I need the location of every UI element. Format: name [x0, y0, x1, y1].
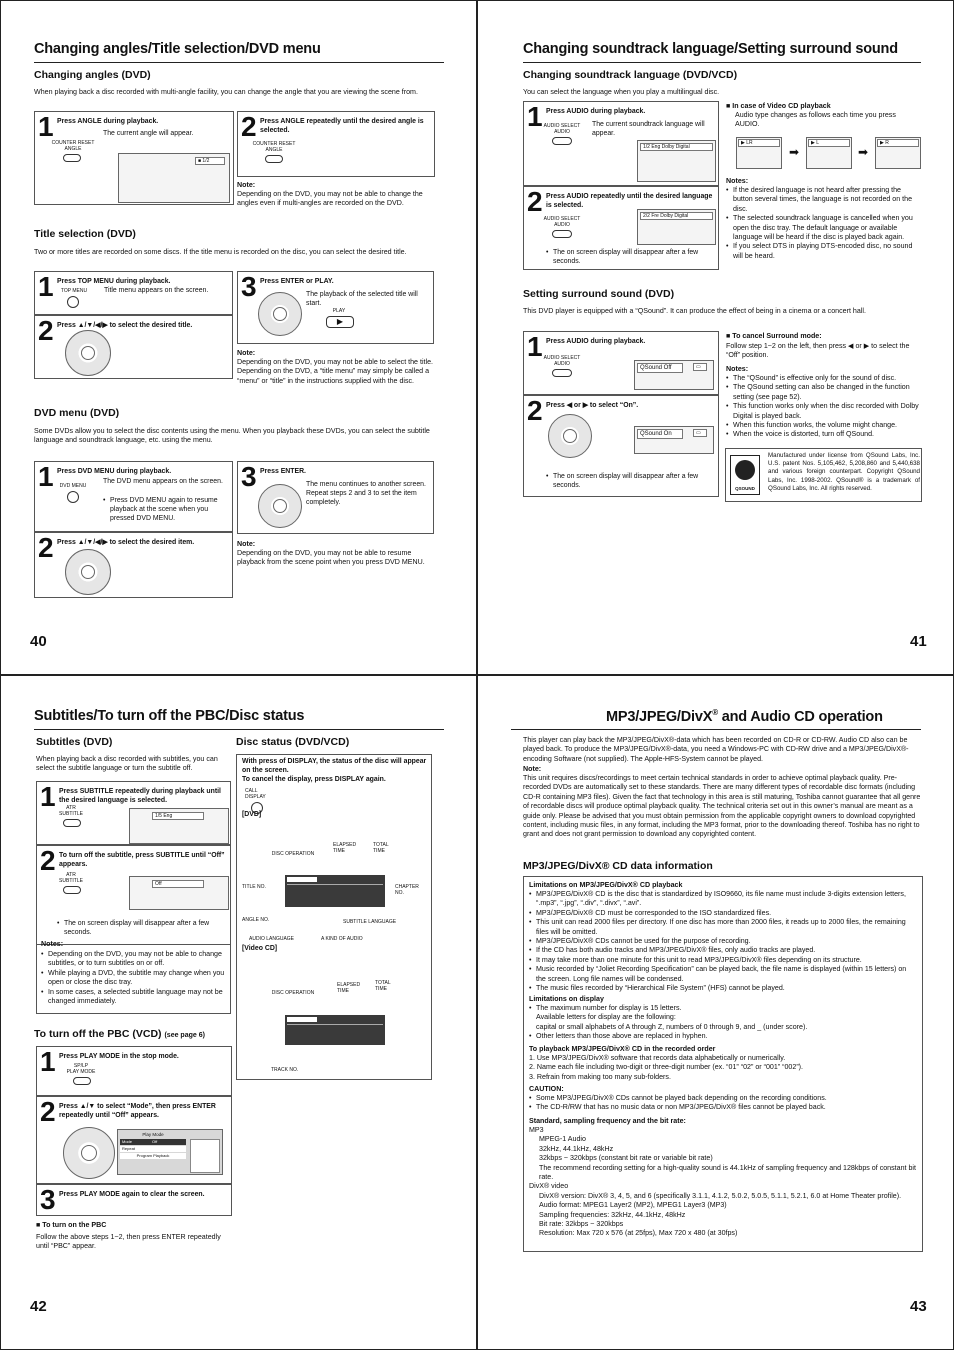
angle-osd: ■ 1/2 — [195, 157, 225, 165]
lim-item: • If the CD has both audio tracks and MP3/JPEG/DivX® files, only audio tracks are played. — [529, 946, 917, 955]
counter-reset-label: COUNTER RESET — [51, 140, 95, 146]
caution-item: • The CD-R/RW that has no music data or non MP3/JPEG/DivX® files cannot be played back. — [529, 1103, 917, 1112]
callout-track-no: TRACK NO. — [271, 1067, 299, 1073]
top-menu-button[interactable] — [67, 296, 79, 308]
step-1-menu — [34, 461, 233, 532]
step-number: 2 — [40, 1096, 56, 1127]
data-info-box — [523, 876, 923, 1252]
enter-button[interactable] — [81, 346, 95, 360]
dvd-tag: [DVD] — [242, 811, 262, 818]
step-1-title — [34, 271, 233, 315]
vcd-osd: ▶ L — [808, 139, 850, 147]
vcd-screen-lr — [736, 137, 782, 169]
section-heading: Title selection (DVD) — [34, 228, 136, 240]
step-number: 2 — [38, 532, 54, 563]
step-instruction: Press ENTER or PLAY. — [260, 278, 334, 285]
audio-label: AUDIO — [554, 129, 570, 135]
section-heading: Changing soundtrack language (DVD/VCD) — [523, 69, 738, 81]
subtitle-osd: Off — [152, 880, 204, 888]
audio-select-label: AUDIO SELECT — [543, 355, 581, 361]
callout-elapsed-time: ELAPSED TIME — [333, 842, 357, 854]
notes-list — [726, 374, 922, 440]
audio-label: AUDIO — [554, 222, 570, 228]
vcd-screen-r — [875, 137, 921, 169]
title-rule — [523, 62, 921, 63]
menu-row-repeat[interactable]: Repeat — [120, 1146, 186, 1152]
enter-button[interactable] — [563, 429, 577, 443]
page-number: 41 — [910, 633, 927, 650]
note-text: Depending on the DVD, you may not be able to change the angles even if multi-angles are recorded on the DVD. — [237, 190, 423, 208]
menu-row-label: Mode — [122, 1139, 133, 1144]
page-title: Changing soundtrack language/Setting surround sound — [523, 41, 898, 57]
step-instruction: Press AUDIO repeatedly until the desired language is selected. — [546, 193, 713, 209]
vcd-mode: LR — [746, 140, 753, 146]
notes-list — [726, 186, 922, 261]
vcd-heading-text: In case of Video CD playback — [732, 102, 831, 110]
audio-button[interactable] — [552, 230, 572, 238]
order-item: 3. Refrain from making too many sub-folders. — [529, 1072, 671, 1081]
step-number: 3 — [241, 271, 257, 302]
std-line: DivX® video — [529, 1182, 569, 1191]
page-title — [606, 708, 883, 725]
subtitle-label: SUBTITLE — [59, 878, 83, 884]
section-heading: Subtitles (DVD) — [36, 736, 113, 748]
angle-button[interactable] — [265, 155, 283, 163]
tv-screen — [634, 426, 714, 454]
callout-disc-operation: DISC OPERATION — [271, 851, 315, 857]
note-item: • The “QSound” is effective only for the sound of disc. — [726, 374, 922, 383]
audio-button[interactable] — [552, 369, 572, 377]
menu-row-value: Off — [152, 1139, 158, 1144]
atr-label: ATR — [66, 872, 76, 878]
step-3-pbc — [36, 1184, 232, 1216]
direction-pad[interactable] — [65, 549, 111, 595]
callout-disc-operation: DISC OPERATION — [271, 990, 315, 996]
pbc-page-ref: (see page 6) — [164, 1032, 205, 1039]
step-number: 2 — [40, 845, 56, 876]
program-list — [190, 1139, 220, 1173]
lim-item: • The music files recorded by “Hierarchical File System” (HFS) cannot be played. — [529, 984, 917, 993]
bullet-item: • The on screen display will disappear after a few seconds. — [546, 472, 718, 490]
dvd-status-osd — [285, 875, 385, 907]
page-42 — [0, 675, 477, 1350]
pbc-on-desc: Follow the above steps 1~2, then press ENTER repeatedly until “PBC” appear. — [36, 1233, 221, 1251]
audio-select-label: AUDIO SELECT — [543, 123, 581, 129]
title-rest: and Audio CD operation — [717, 708, 883, 725]
lim-list — [529, 890, 917, 993]
bullet-item: • The on screen display will disappear after a few seconds. — [57, 919, 229, 937]
std-line: Resolution: Max 720 x 576 (at 25fps), Max 720 x 480 (at 30fps) — [539, 1229, 738, 1238]
notes-heading: Notes: — [726, 177, 749, 185]
vcd-heading: ■ In case of Video CD playback — [726, 102, 831, 110]
angle-osd-value: 1/2 — [202, 158, 210, 164]
step-instruction: Press DVD MENU during playback. — [57, 468, 172, 475]
callout-subtitle-language: SUBTITLE LANGUAGE — [343, 919, 397, 925]
note-item: • While playing a DVD, the subtitle may change when you open or close the disc tray. — [41, 969, 229, 988]
vcd-mode: L — [816, 140, 820, 146]
step-2-language — [523, 186, 719, 270]
step-1-language — [523, 101, 719, 186]
enter-button[interactable] — [81, 1145, 97, 1161]
menu-title: Play Mode — [142, 1132, 164, 1137]
page-41 — [477, 0, 954, 675]
dvd-menu-label: DVD MENU — [59, 483, 87, 489]
play-label: PLAY — [332, 308, 346, 314]
order-item: 2. Name each file including two-digit or three-digit number (ex. “01” “02” or “001” “002”). — [529, 1063, 804, 1072]
step-bullets — [103, 496, 231, 523]
page-title: Changing angles/Title selection/DVD menu — [34, 41, 321, 57]
section-heading: Changing angles (DVD) — [34, 69, 151, 81]
angle-label: ANGLE — [265, 147, 283, 153]
bullet-item: • Press DVD MENU again to resume playback at the scene when you pressed DVD MENU. — [103, 496, 231, 523]
bullet-item: • The on screen display will disappear after a few seconds. — [546, 248, 718, 266]
callout-audio-language: AUDIO LANGUAGE — [249, 936, 295, 942]
step-2-surround — [523, 395, 719, 497]
qsound-osd: QSound Off — [637, 363, 683, 373]
step-instruction: Press ▲/▼ to select “Mode”, then press ENTER repeatedly until “Off” appears. — [59, 1103, 216, 1119]
step-number: 1 — [38, 461, 54, 492]
step-desc: The current soundtrack language will appear. — [592, 121, 705, 137]
direction-pad[interactable] — [548, 414, 592, 458]
callout-kind-of-audio: A KIND OF AUDIO — [321, 936, 363, 942]
subtitle-label: SUBTITLE — [59, 811, 83, 817]
step-number: 1 — [38, 111, 54, 142]
step-desc: The current angle will appear. — [103, 130, 194, 137]
page-number: 43 — [910, 1298, 927, 1315]
step-2-angle — [237, 111, 435, 177]
qsound-logo-text: QSOUND — [735, 486, 755, 491]
callout-total-time: TOTAL TIME — [373, 842, 389, 854]
section-intro: When playing back a disc recorded with multi-angle facility, you can change the angle that you are viewing the scene from. — [34, 88, 418, 96]
step-bullets — [546, 248, 718, 266]
step-bullets — [546, 472, 718, 490]
subtitle-osd: 1/5 Eng — [152, 812, 204, 820]
step-instruction: Press ENTER. — [260, 468, 306, 475]
step-number: 1 — [40, 1046, 56, 1077]
osd-rule — [287, 1024, 383, 1025]
disp-list — [529, 1004, 917, 1042]
note-text: Depending on the DVD, you may not be able to select the title. Depending on the DVD, a “title menu” may simply be called a “menu” or “title” in the instructions supplied with the disc. — [237, 358, 433, 385]
note-text: Depending on the DVD, you may not be able to resume playback from the scene point when you press DVD MENU. — [237, 549, 425, 567]
section-intro: Some DVDs allow you to select the disc contents using the menu. When you playback these DVDs, you can select the subtitle language and soundtrack language, etc. using the menu. — [34, 427, 430, 445]
vcd-tag: [Video CD] — [242, 945, 278, 952]
step-number: 1 — [38, 271, 54, 302]
title-rule — [34, 62, 444, 63]
disc-intro: With press of DISPLAY, the status of the disc will appear on the screen. — [242, 758, 427, 774]
disc-status-box — [236, 754, 432, 1080]
section-intro: Two or more titles are recorded on some discs. If the title menu is recorded on the disc, you can select the desired title. — [34, 248, 407, 256]
subtitle-button[interactable] — [63, 819, 81, 827]
step-instruction: Press AUDIO during playback. — [546, 338, 646, 345]
callout-angle-no: ANGLE NO. — [242, 917, 270, 923]
play-button[interactable]: ▶ — [326, 316, 354, 328]
tv-screen — [129, 876, 229, 910]
direction-pad[interactable] — [258, 484, 302, 528]
page-43 — [477, 675, 954, 1350]
vcd-osd: ▶ R — [877, 139, 919, 147]
page-number: 40 — [30, 633, 47, 650]
step-instruction: Press TOP MENU during playback. — [57, 278, 171, 285]
std-line: Bit rate: 32kbps ~ 320kbps — [539, 1220, 624, 1229]
speaker-icon: ▭ — [693, 429, 707, 437]
section-heading: MP3/JPEG/DivX® CD data information — [523, 860, 713, 872]
note-item: • This function works only when the disc recorded with Dolby Digital is played back. — [726, 402, 922, 421]
lim-item: • Music recorded by “Joliet Recording Specification” can be played back, the file name is displayed (within 15 letters) on the screen. Long file names will be condensed. — [529, 965, 917, 984]
vcd-osd: ▶ LR — [738, 139, 780, 147]
note-item: • If you select DTS in playing DTS-encoded disc, no sound will be heard. — [726, 242, 922, 261]
order-item: 1. Use MP3/JPEG/DivX® software that records data alphabetically or numerically. — [529, 1054, 786, 1062]
direction-pad[interactable] — [258, 292, 302, 336]
disp-line: Available letters for display are the following: — [536, 1013, 676, 1022]
play-mode-label: PLAY MODE — [66, 1069, 96, 1075]
std-line: DivX® version: DivX® 3, 4, 5, and 6 (specifically 3.1.1, 4.1.2, 5.0.2, 5.0.5, 5.1.1, 5.2.1, 6.0 at Home Theater profile). — [539, 1191, 902, 1200]
menu-row-mode[interactable] — [120, 1139, 186, 1145]
call-label: CALL — [245, 788, 258, 794]
disp-item — [529, 1004, 917, 1032]
section-intro: This DVD player is equipped with a “QSound”. It can produce the effect of being in a cinema or a concert hall. — [523, 307, 866, 315]
step-desc: The DVD menu appears on the screen. — [103, 478, 223, 485]
std-line: Sampling frequencies: 32kHz, 44.1kHz, 48kHz — [539, 1210, 686, 1219]
play-mode-button[interactable] — [73, 1077, 91, 1085]
step-number: 3 — [241, 461, 257, 492]
step-instruction: Press ◀ or ▶ to select “On”. — [546, 402, 639, 409]
std-heading: Standard, sampling frequency and the bit rate: — [529, 1117, 686, 1125]
enter-button[interactable] — [273, 307, 287, 321]
step-instruction: Press ▲/▼/◀/▶ to select the desired title. — [57, 322, 193, 329]
arrow-icon: ➡ — [858, 145, 869, 159]
page-title: Subtitles/To turn off the PBC/Disc status — [34, 708, 305, 724]
qsound-logo — [730, 455, 760, 495]
page-number: 42 — [30, 1298, 47, 1315]
step-instruction: To turn off the subtitle, press SUBTITLE until “Off” appears. — [59, 852, 225, 868]
step-2-subtitle — [36, 845, 231, 945]
cancel-desc: Follow step 1~2 on the left, then press ◀ or ▶ to select the “Off” position. — [726, 342, 910, 360]
lim-item: • MP3/JPEG/DivX® CDs cannot be used for the purpose of recording. — [529, 937, 917, 946]
step-desc: The playback of the selected title will start. — [306, 291, 418, 307]
top-menu-label: TOP MENU — [60, 288, 88, 294]
tv-screen — [118, 153, 230, 203]
angle-label: ANGLE — [64, 146, 82, 152]
note-item: • The selected soundtrack language is cancelled when you open the disc tray. The default language or available language will be heard if the disc is played back again. — [726, 214, 922, 242]
vcd-screen-l — [806, 137, 852, 169]
note-text: This unit requires discs/recordings to meet certain technical standards in order to achieve optimal playback quality. Pre-recorded DVDs are automatically set to these standards. There are many different types of recordable disc formats (including CD-R containing MP3 files). Given the fact that technology in this area is still maturing, Toshiba cannot guarantee that all genre of recordable discs will produce optimal playback quality. The technical criteria set out in this owner’s manual are meant as a guide only. Please be advised that you must obtain permission from the applicable copyright owners to download copyrighted content, including music files, in any format, including the MP3 format, prior to the downloading thereof. Toshiba has no right to grant and does not grant permission to download any copyrighted content. — [523, 774, 921, 839]
osd-rule — [287, 884, 383, 885]
step-1-pbc — [36, 1046, 232, 1096]
std-line: The recommend recording setting for a high-quality sound is 44.1kHz of sampling frequency and 128kbps of constant bit rate. — [539, 1163, 916, 1182]
audio-label: AUDIO — [554, 361, 570, 367]
notes-box — [36, 938, 231, 1014]
step-desc: The menu continues to another screen. Repeat steps 2 and 3 to set the item completely. — [306, 481, 426, 506]
step-number: 2 — [527, 395, 543, 426]
caution-list — [529, 1094, 917, 1113]
enter-button[interactable] — [81, 565, 95, 579]
step-number: 1 — [527, 101, 543, 132]
subtitle-button[interactable] — [63, 886, 81, 894]
std-line: MP3 — [529, 1126, 544, 1134]
title-sup: ® — [712, 708, 718, 717]
audio-osd: 2/2 Fre Dolby Digital — [640, 212, 713, 220]
note-heading: Note: — [523, 765, 542, 773]
title-rule — [34, 729, 444, 730]
callout-title-no: TITLE NO. — [242, 884, 266, 890]
tv-screen — [129, 808, 229, 844]
std-line: 32kbps ~ 320kbps (constant bit rate or variable bit rate) — [539, 1154, 713, 1163]
section-heading — [34, 1028, 205, 1040]
vcd-status-osd — [285, 1015, 385, 1045]
std-line: 32kHz, 44.1kHz, 48kHz — [539, 1144, 614, 1153]
osd-play-bar — [287, 877, 317, 882]
direction-pad[interactable] — [65, 330, 111, 376]
title-main: MP3/JPEG/DivX — [606, 708, 713, 725]
disp-line: The maximum number for display is 15 letters. — [536, 1004, 682, 1012]
notes-heading: Notes: — [726, 365, 749, 373]
section-heading: Disc status (DVD/VCD) — [236, 736, 350, 748]
disc-cancel: To cancel the display, press DISPLAY again. — [242, 776, 386, 783]
section-heading: DVD menu (DVD) — [34, 407, 120, 419]
notes-heading: Notes: — [41, 940, 64, 948]
section-intro: When playing back a disc recorded with subtitles, you can select the subtitle language or turn the subtitle off. — [36, 755, 218, 773]
audio-osd: 1/2 Eng Dolby Digital — [640, 143, 713, 151]
std-list — [529, 1126, 917, 1239]
lim-item: • MP3/JPEG/DivX® CD must be corresponded to the ISO standardized files. — [529, 909, 917, 918]
note-heading: Note: — [237, 540, 256, 548]
callout-total-time: TOTAL TIME — [375, 980, 391, 992]
step-bullets — [57, 919, 229, 937]
step-instruction: Press PLAY MODE in the stop mode. — [59, 1053, 179, 1060]
step-2-title — [34, 315, 233, 379]
tv-screen — [634, 360, 714, 390]
q-circle-icon — [735, 460, 755, 480]
license-text: Manufactured under license from QSound Labs, Inc. U.S. patent Nos. 5,105,462, 5,208,860 and 5,440,638 and various foreign counterpart. Copyright QSound Labs, Inc. 1998-2002. QSound® is a trademark of QSound Labs, Inc. All rights reserved. — [768, 452, 920, 492]
note-item: • In some cases, a selected subtitle language may not be changed immediately. — [41, 988, 229, 1007]
note-heading: Note: — [237, 349, 256, 357]
intro-text: This player can play back the MP3/JPEG/DivX®-data which has been recorded on CD-R or CD-RW. Audio CD also can be played back. To produce the MP3/JPEG/DivX®-data, you need a Windows-PC with CD-RW drive and a MP3/JPEG/DivX®-encoding Software (not supplied). The Apple-HFS-System cannot be played. — [523, 736, 909, 763]
step-number: 2 — [241, 111, 257, 142]
title-rule — [511, 729, 921, 730]
lim-item: • This unit can read 2000 files per directory. If one disc has more than 2000 files, it reads up to 2000 files, the remaining files will be omitted. — [529, 918, 917, 937]
pbc-heading-text: To turn off the PBC (VCD) — [34, 1028, 162, 1040]
step-desc: Title menu appears on the screen. — [104, 287, 209, 294]
step-instruction: Press AUDIO during playback. — [546, 108, 646, 115]
step-number: 1 — [527, 331, 543, 362]
step-1-surround — [523, 331, 719, 395]
vcd-mode: R — [885, 140, 889, 146]
menu-row-program[interactable]: Program Playback — [120, 1153, 186, 1159]
pbc-on-heading-text: To turn on the PBC — [42, 1221, 107, 1229]
step-2-menu — [34, 532, 233, 598]
caution-heading: CAUTION: — [529, 1085, 564, 1093]
callout-chapter-no: CHAPTER NO. — [395, 884, 419, 896]
osd-play-bar — [287, 1017, 317, 1022]
step-instruction: Press PLAY MODE again to clear the screen. — [59, 1191, 205, 1198]
pbc-on-heading: ■ To turn on the PBC — [36, 1221, 107, 1229]
audio-select-label: AUDIO SELECT — [543, 216, 581, 222]
dvd-menu-button[interactable] — [67, 491, 79, 503]
atr-label: ATR — [66, 805, 76, 811]
audio-button[interactable] — [552, 137, 572, 145]
enter-button[interactable] — [273, 499, 287, 513]
counter-reset-label: COUNTER RESET — [252, 141, 296, 147]
tv-screen — [637, 140, 716, 182]
note-item: • When the voice is distorted, turn off QSound. — [726, 430, 922, 439]
step-1-angle — [34, 111, 234, 205]
license-box — [725, 448, 922, 502]
note-item: • The QSound setting can also be changed in the function setting (see page 52). — [726, 383, 922, 402]
sp-lp-label: SP/LP — [73, 1063, 89, 1069]
step-instruction: Press ANGLE during playback. — [57, 118, 159, 125]
angle-button[interactable] — [63, 154, 81, 162]
order-list — [529, 1054, 917, 1082]
page-40 — [0, 0, 477, 675]
speaker-icon: ▭ — [693, 363, 707, 371]
step-1-subtitle — [36, 781, 231, 845]
arrow-icon: ➡ — [789, 145, 800, 159]
note-heading: Note: — [237, 181, 256, 189]
disp-line: capital or small alphabets of A through Z, numbers of 0 through 9, and _ (under score). — [536, 1022, 808, 1031]
step-number: 3 — [40, 1184, 56, 1215]
tv-screen — [637, 209, 716, 245]
lim-item: • MP3/JPEG/DivX® CD is the disc that is standardized by ISO9660, its file name must include 3-digits extension letters, “.mp3”, “.jpg”, “.div”, “.divx”, “.avi”. — [529, 890, 917, 909]
callout-elapsed-time: ELAPSED TIME — [337, 982, 361, 994]
note-item: • When this function works, the volume might change. — [726, 421, 922, 430]
play-mode-menu — [117, 1129, 223, 1175]
section-intro: You can select the language when you play a multilingual disc. — [523, 88, 720, 96]
step-3-menu — [237, 461, 434, 534]
display-label: DISPLAY — [245, 794, 266, 800]
cancel-heading: ■ To cancel Surround mode: — [726, 332, 822, 340]
step-instruction: Press ▲/▼/◀/▶ to select the desired item. — [57, 539, 195, 546]
disp-heading: Limitations on display — [529, 995, 604, 1003]
note-item: • If the desired language is not heard after pressing the button several times, the language is not recorded on the disc. — [726, 186, 922, 214]
step-number: 1 — [40, 781, 56, 812]
qsound-osd: QSound On — [637, 429, 683, 439]
step-instruction: Press ANGLE repeatedly until the desired angle is selected. — [260, 118, 424, 134]
std-line: Audio format: MPEG1 Layer2 (MP2), MPEG1 Layer3 (MP3) — [539, 1201, 727, 1210]
vcd-desc: Audio type changes as follows each time you press AUDIO. — [735, 111, 896, 129]
step-number: 2 — [527, 186, 543, 217]
disp-item: • Other letters than those above are replaced in hyphen. — [529, 1032, 917, 1041]
step-number: 2 — [38, 315, 54, 346]
step-2-pbc — [36, 1096, 232, 1184]
lim-item: • It may take more than one minute for this unit to read MP3/JPEG/DivX® files depending on its structure. — [529, 956, 917, 965]
step-3-title — [237, 271, 434, 344]
section-heading: Setting surround sound (DVD) — [523, 288, 675, 300]
lim-heading: Limitations on MP3/JPEG/DivX® CD playback — [529, 881, 683, 889]
caution-item: • Some MP3/JPEG/DivX® CDs cannot be played back depending on the recording conditions. — [529, 1094, 917, 1103]
direction-pad[interactable] — [63, 1127, 115, 1179]
std-line: MPEG-1 Audio — [539, 1135, 586, 1144]
cancel-heading-text: To cancel Surround mode: — [732, 332, 822, 340]
step-instruction: Press SUBTITLE repeatedly during playback until the desired language is selected. — [59, 788, 221, 804]
note-item: • Depending on the DVD, you may not be able to change subtitles, or to turn subtitles on or off. — [41, 950, 229, 969]
order-heading: To playback MP3/JPEG/DivX® CD in the recorded order — [529, 1045, 716, 1053]
